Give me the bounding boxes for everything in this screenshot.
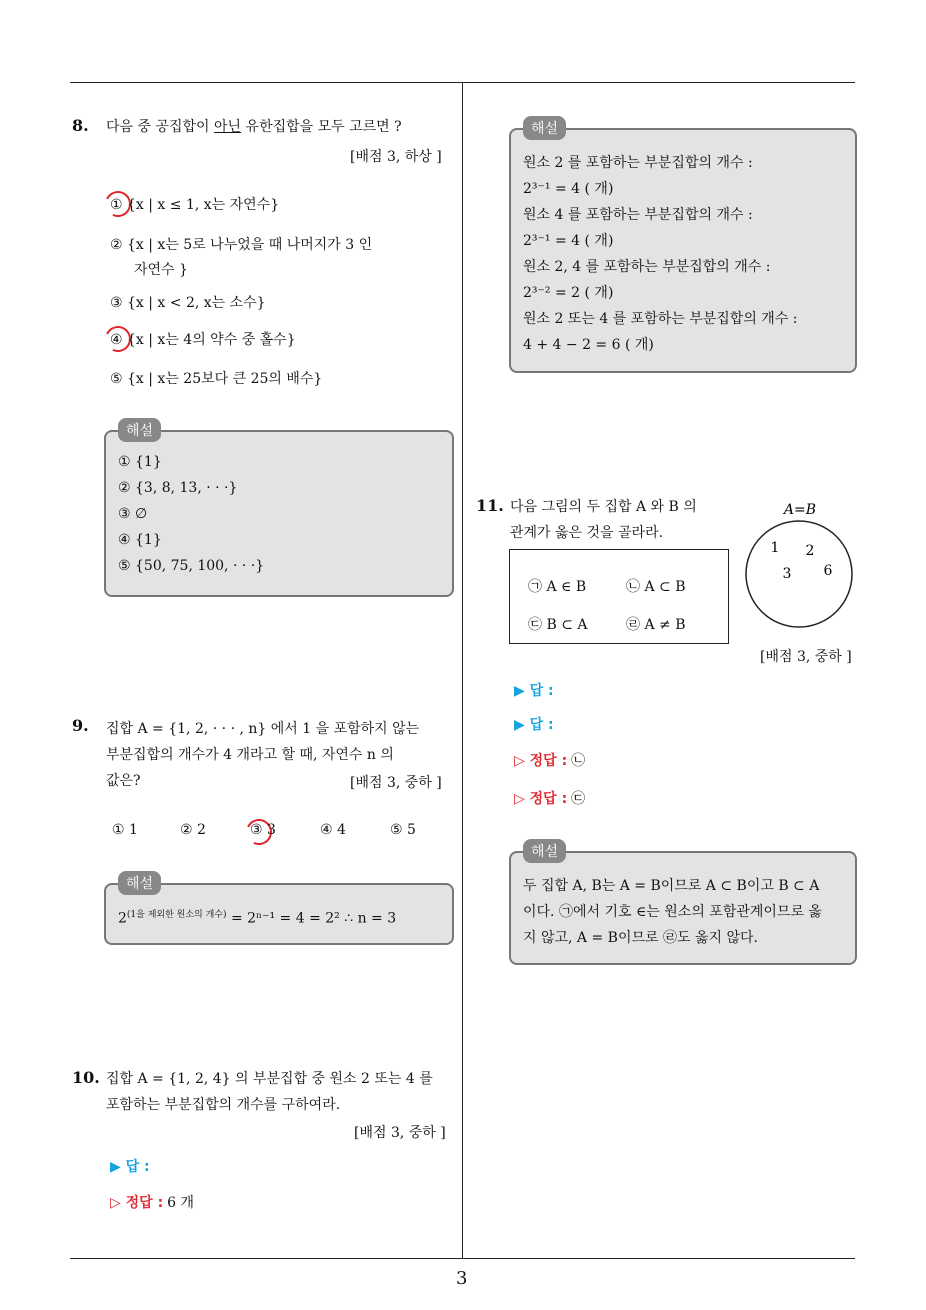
q9-explain: [118, 907, 396, 927]
q9-option-3[interactable]: ③ 3: [250, 822, 276, 838]
q10-correct-row: [110, 1192, 194, 1212]
q10-explain-4: 2³⁻¹ = 4 ( 개): [523, 233, 614, 249]
q8-option-2-cont: 자연수 }: [134, 262, 188, 278]
q10-explain-6: 2³⁻² = 2 ( 개): [523, 285, 614, 301]
q10-explain-2: 2³⁻¹ = 4 ( 개): [523, 181, 614, 197]
q11-explanation-box: [509, 844, 857, 965]
q10-correct-label: ▷ 정답 :: [110, 1195, 164, 1211]
q11-explain-1: 두 집합 A, B는 A = B이므로 A ⊂ B이고 B ⊂ A: [523, 878, 820, 894]
q10-number: 10.: [72, 1068, 100, 1087]
q9-explain-sup: (1을 제외한 원소의 개수): [126, 910, 227, 920]
q10-answer-label[interactable]: ▶ 답 :: [110, 1159, 150, 1175]
q11-line-1: 다음 그림의 두 집합 A 와 B 의: [510, 499, 697, 515]
q9-option-1[interactable]: ① 1: [112, 822, 138, 838]
q8-option-2[interactable]: ② {x | x는 5로 나누었을 때 나머지가 3 인: [110, 237, 373, 253]
q11-venn-diagram: [744, 500, 856, 640]
venn-element-1: 1: [770, 540, 780, 556]
column-divider: [462, 82, 463, 1258]
venn-element-3: 3: [782, 566, 792, 582]
q8-explain-2: ② {3, 8, 13, · · ·}: [118, 480, 238, 496]
q11-choice-4[interactable]: ㉣ A ≠ B: [626, 617, 686, 633]
venn-element-2: 2: [805, 543, 815, 559]
q8-explanation-box: [104, 423, 454, 597]
q9-explanation-box: [104, 876, 454, 945]
q8-option-5[interactable]: ⑤ {x | x는 25보다 큰 25의 배수}: [110, 371, 323, 387]
q8-question: [106, 114, 402, 140]
q11-answer-label-2[interactable]: ▶ 답 :: [514, 717, 554, 733]
q9-score: [배점 3, 중하 ]: [350, 775, 442, 791]
q10-explanation-tag: 해설: [523, 116, 566, 140]
page-number: 3: [456, 1268, 468, 1289]
q11-explain-2: 이다. ㉠에서 기호 ∈는 원소의 포함관계이므로 옳: [523, 904, 822, 920]
venn-element-6: 6: [823, 563, 833, 579]
q9-line-3: 값은?: [106, 773, 141, 789]
q8-option-3[interactable]: ③ {x | x < 2, x는 소수}: [110, 295, 266, 311]
q10-explanation-box: [509, 121, 857, 373]
q9-number: 9.: [72, 716, 89, 735]
q8-option-4[interactable]: ④ {x | x는 4의 약수 중 홀수}: [110, 332, 296, 348]
q10-explain-1: 원소 2 를 포함하는 부분집합의 개수 :: [523, 155, 753, 171]
venn-circle: [746, 521, 852, 627]
q11-choices-box: [509, 549, 729, 644]
q11-answer-label-1[interactable]: ▶ 답 :: [514, 683, 554, 699]
q9-line-1: 집합 A = {1, 2, · · · , n} 에서 1 을 포함하지 않는: [106, 721, 420, 737]
q8-text-underline: 아닌: [214, 119, 242, 135]
q8-score: [배점 3, 하상 ]: [350, 149, 442, 165]
q8-text-after: 유한집합을 모두 고르면 ?: [241, 119, 402, 135]
q11-correct-value-2: ㉢: [571, 791, 586, 807]
q8-explain-4: ④ {1}: [118, 532, 162, 548]
q10-explain-8: 4 + 4 − 2 = 6 ( 개): [523, 337, 654, 353]
q11-line-2: 관계가 옳은 것을 골라라.: [510, 525, 664, 541]
q11-correct-label-2: ▷ 정답 :: [514, 791, 568, 807]
q10-explain-7: 원소 2 또는 4 를 포함하는 부분집합의 개수 :: [523, 311, 798, 327]
q9-explanation-tag: 해설: [118, 871, 161, 895]
q8-text-before: 다음 중 공집합이: [106, 119, 215, 135]
q10-line-2: 포함하는 부분집합의 개수를 구하여라.: [106, 1097, 341, 1113]
q11-explanation-tag: 해설: [523, 839, 566, 863]
q8-explain-3: ③ ∅: [118, 506, 148, 522]
q11-choice-3[interactable]: ㉢ B ⊂ A: [528, 617, 588, 633]
q8-explain-1: ① {1}: [118, 454, 162, 470]
q11-correct-row-1: [514, 750, 585, 770]
q11-correct-label-1: ▷ 정답 :: [514, 753, 568, 769]
q11-correct-row-2: [514, 788, 585, 808]
venn-label: A=B: [783, 502, 817, 518]
q11-number: 11.: [476, 496, 504, 515]
q11-score: [배점 3, 중하 ]: [760, 649, 852, 665]
q10-correct-value: 6 개: [167, 1195, 195, 1211]
q9-line-2: 부분집합의 개수가 4 개라고 할 때, 자연수 n 의: [106, 747, 394, 763]
q11-choice-2[interactable]: ㉡ A ⊂ B: [626, 579, 686, 595]
q9-option-4[interactable]: ④ 4: [320, 822, 346, 838]
q10-line-1: 집합 A = {1, 2, 4} 의 부분집합 중 원소 2 또는 4 를: [106, 1071, 433, 1087]
bottom-rule: [70, 1258, 855, 1259]
q10-explain-5: 원소 2, 4 를 포함하는 부분집합의 개수 :: [523, 259, 771, 275]
q8-option-1[interactable]: ① {x | x ≤ 1, x는 자연수}: [110, 197, 280, 213]
q8-explanation-tag: 해설: [118, 418, 161, 442]
q10-score: [배점 3, 중하 ]: [354, 1125, 446, 1141]
q11-choice-1[interactable]: ㉠ A ∈ B: [528, 579, 587, 595]
q9-explain-base: 2: [118, 910, 127, 927]
q10-explain-3: 원소 4 를 포함하는 부분집합의 개수 :: [523, 207, 753, 223]
q11-correct-value-1: ㉡: [571, 753, 586, 769]
q9-option-5[interactable]: ⑤ 5: [390, 822, 416, 838]
q9-explain-rest: = 2ⁿ⁻¹ = 4 = 2² ∴ n = 3: [226, 910, 397, 927]
q8-explain-5: ⑤ {50, 75, 100, · · ·}: [118, 558, 265, 574]
q9-option-2[interactable]: ② 2: [180, 822, 206, 838]
q8-number: 8.: [72, 116, 89, 135]
q11-explain-3: 지 않고, A = B이므로 ㉣도 옳지 않다.: [523, 930, 758, 946]
